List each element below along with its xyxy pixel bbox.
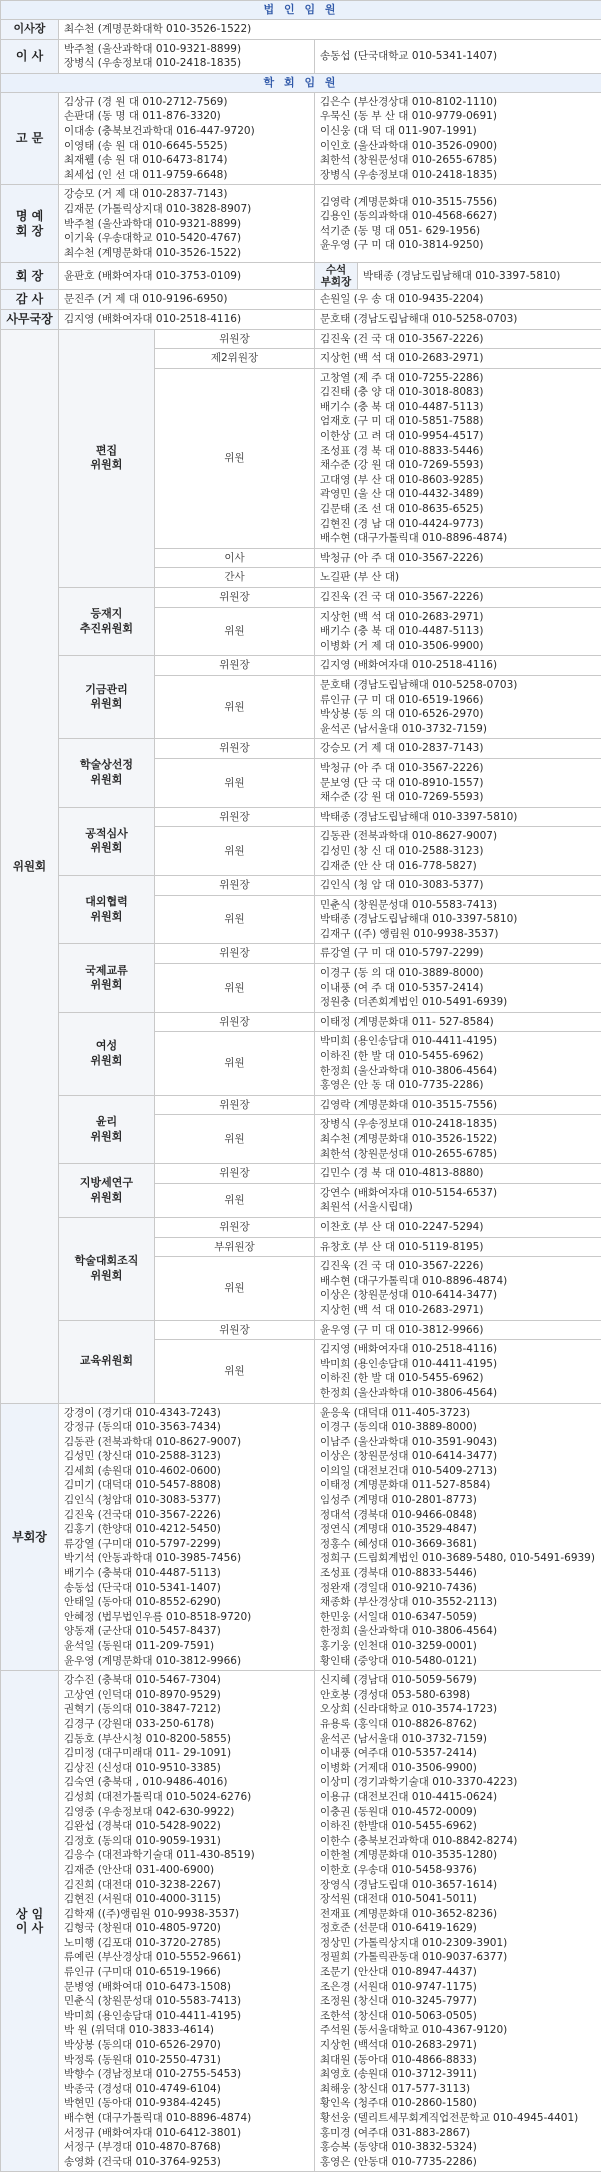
officer-entry: 김숙연 (충북대 , 010-9486-4016)	[64, 1776, 228, 1789]
officer-entry: 김영중 (우송정보대 042-630-9922)	[64, 1805, 235, 1818]
committee-position: 위원	[155, 1340, 315, 1403]
officer-entry: 최수천 (계명문화대학 010-3526-1522)	[64, 23, 252, 35]
advisors-right-names	[315, 92, 601, 185]
officer-entry: 정홍수 (혜성대 010-3669-3681)	[320, 1537, 477, 1550]
officer-entry: 석기준 (동 명 대 051- 629-1956)	[320, 224, 481, 237]
officer-entry: 이병화 (거제대 010-3506-9900)	[320, 1761, 477, 1774]
officer-entry: 고상연 (인덕대 010-8970-9529)	[64, 1688, 221, 1701]
auditors-left-names: 문진주 (거 제 대 010-9196-6950)	[59, 290, 315, 310]
officer-entry: 김진태 (충 양 대 010-3018-8083)	[320, 386, 484, 399]
officer-entry: 이태정 (계명문화대 011-527-8584)	[320, 1479, 491, 1492]
officer-entry: 문호태 (경남도립남해대 010-5258-0703)	[320, 678, 518, 691]
officer-entry: 이충권 (동원대 010-4572-0009)	[320, 1805, 477, 1818]
officer-entry: 이한철 (계명문화대 010-3535-1280)	[320, 1849, 498, 1862]
officer-entry: 엄재호 (구 미 대 010-5851-7588)	[320, 415, 484, 428]
officer-entry: 김홍기 (한양대 010-4212-5450)	[64, 1523, 221, 1536]
officer-entry: 박미희 (용인송담대 010-4411-4195)	[64, 2009, 242, 2022]
officer-entry: 김재준 (안산대 031-400-6900)	[64, 1863, 215, 1876]
officer-entry: 이경구 (동의대 010-3889-8000)	[320, 1421, 477, 1434]
officer-entry: 박상봉 (동의대 010-6526-2970)	[64, 2039, 221, 2052]
officer-entry: 김진욱 (건 국 대 010-3567-2226)	[320, 591, 484, 603]
president-name: 윤판호 (배화여자대 010-3753-0109)	[59, 263, 315, 290]
committee-members	[315, 329, 601, 349]
officer-entry: 채수준 (강 원 대 010-7269-5593)	[320, 791, 484, 804]
officer-entry: 이의일 (대전보건대 010-5409-2713)	[320, 1464, 498, 1477]
officer-entry: 이용규 (대전보건대 010-4415-0624)	[320, 1790, 498, 1803]
officer-entry: 홍영은 (안 동 대 010-7735-2286)	[320, 1079, 484, 1092]
committee-position: 위원	[155, 368, 315, 548]
officer-entry: 오상희 (신라대학교 010-3574-1723)	[320, 1703, 498, 1716]
officer-entry: 손판대 (동 명 대 011-876-3320)	[64, 110, 221, 123]
officer-entry: 지상헌 (백 석 대 010-2683-2971)	[320, 1303, 484, 1316]
committee-position: 제2위원장	[155, 349, 315, 369]
officer-entry: 김인식 (청 암 대 010-3083-5377)	[320, 879, 484, 892]
officer-entry: 정호준 (선문대 010-6419-1629)	[320, 1922, 477, 1935]
committee-position: 위원	[155, 1183, 315, 1217]
committee-name: 윤리 위원회	[59, 1095, 155, 1163]
officer-entry: 이찬호 (부 산 대 010-2247-5294)	[320, 1220, 484, 1233]
vice-presidents-right-names	[315, 1403, 601, 1671]
officer-entry: 류강열 (구 미 대 010-5797-2299)	[320, 947, 484, 960]
auditors-label: 감 사	[1, 290, 59, 310]
committee-members	[315, 895, 601, 944]
honorary-president-label: 명 예 회 장	[1, 185, 59, 263]
committee-members	[315, 876, 601, 896]
officer-entry: 박청규 (아 주 대 010-3567-2226)	[320, 551, 484, 564]
committee-name: 학술대회조직 위원회	[59, 1217, 155, 1320]
committee-members	[315, 588, 601, 608]
officer-entry: 조성표 (경북대 010-8833-5446)	[320, 1567, 477, 1580]
committee-name: 교육위원회	[59, 1320, 155, 1403]
officer-entry: 김문태 (조 선 대 010-8635-6525)	[320, 503, 484, 516]
officer-entry: 정대석 (경북대 010-9466-0848)	[320, 1508, 477, 1521]
officer-entry: 안호봉 (경성대 053-580-6398)	[320, 1688, 471, 1701]
officer-entry: 주석원 (동서울대학교 010-4367-9120)	[320, 2024, 508, 2037]
officer-entry: 박주철 (울산과학대 010-9321-8899)	[64, 42, 242, 55]
officer-entry: 채종화 (부산경상대 010-3552-2113)	[320, 1596, 498, 1609]
officer-entry: 조문기 (안산대 010-8947-4437)	[320, 1966, 477, 1979]
officer-entry: 이내풍 (여주대 010-5357-2414)	[320, 1747, 477, 1760]
officer-entry: 이경구 (동 의 대 010-3889-8000)	[320, 967, 484, 980]
officer-entry: 박미희 (용인송담대 010-4411-4195)	[320, 1357, 498, 1370]
committee-members	[315, 1012, 601, 1032]
officer-entry: 최대원 (동아대 010-4866-8833)	[320, 2053, 477, 2066]
officer-entry: 강승모 (거 제 대 010-2837-7143)	[64, 188, 228, 201]
officer-entry: 장석원 (대전대 010-5041-5011)	[320, 1893, 477, 1906]
committee-position: 위원	[155, 895, 315, 944]
committee-members	[315, 964, 601, 1013]
officer-entry: 김경구 (강원대 033-250-6178)	[64, 1717, 215, 1730]
officer-entry: 정연식 (계명대 010-3529-4847)	[320, 1523, 477, 1536]
officer-entry: 배수현 (대구가톨릭대 010-8896-4874)	[320, 532, 508, 545]
committee-members	[315, 349, 601, 369]
officer-entry: 박기석 (안동과학대 010-3985-7456)	[64, 1552, 242, 1565]
officer-entry: 정필희 (가톨릭관동대 010-9037-6377)	[320, 1951, 508, 1964]
officer-entry: 이상은 (창원문성대 010-6414-3477)	[320, 1450, 498, 1463]
officer-entry: 이남주 (울산과학대 010-3591-9043)	[320, 1435, 498, 1448]
officer-entry: 류예린 (부산경상대 010-5552-9661)	[64, 1951, 242, 1964]
officer-entry: 장영식 (경남도립대 010-3657-1614)	[320, 1878, 498, 1891]
officer-entry: 김진희 (대전대 010-3238-2267)	[64, 1878, 221, 1891]
officer-entry: 권혁기 (동의대 010-3847-7212)	[64, 1703, 221, 1716]
officer-entry: 최수천 (계명문화대 010-3526-1522)	[320, 1133, 498, 1145]
officer-entry: 이한수 (충북보건과학대 010-8842-8274)	[320, 1834, 518, 1847]
officer-entry: 한정희 (울산과학대 010-3806-4564)	[320, 1386, 498, 1399]
officer-entry: 배기수 (충 북 대 010-4487-5113)	[320, 400, 484, 413]
committee-position: 위원장	[155, 1217, 315, 1237]
committee-position: 위원	[155, 1032, 315, 1095]
committee-name: 여성 위원회	[59, 1012, 155, 1095]
officer-entry: 류인규 (구 미 대 010-6519-1966)	[320, 693, 484, 706]
officer-entry: 김완섭 (경북대 010-5428-9022)	[64, 1820, 221, 1833]
officer-entry: 조은경 (서원대 010-9747-1175)	[320, 1980, 477, 1993]
committee-position: 위원장	[155, 944, 315, 964]
committee-position: 위원장	[155, 1012, 315, 1032]
committee-members	[315, 1237, 601, 1257]
officer-entry: 이내풍 (여 주 대 010-5357-2414)	[320, 981, 484, 994]
officer-entry: 박종국 (경성대 010-4749-6104)	[64, 2082, 221, 2095]
officer-entry: 김영락 (계명문화대 010-3515-7556)	[320, 1098, 498, 1111]
officer-entry: 김성희 (대전가톨릭대 010-5024-6276)	[64, 1790, 252, 1803]
officer-entry: 최수천 (계명문화대 010-3526-1522)	[64, 246, 242, 259]
officer-entry: 유용록 (홍익대 010-8826-8762)	[320, 1717, 477, 1730]
officer-entry: 조정원 (창신대 010-3245-7977)	[320, 1995, 477, 2008]
committee-members	[315, 675, 601, 738]
advisors-left-names	[59, 92, 315, 185]
committee-members	[315, 548, 601, 568]
standing-directors-right-names	[315, 1671, 601, 2172]
officer-entry: 전재표 (계명문화대 010-3652-8236)	[320, 1907, 498, 1920]
chairman-names	[59, 20, 601, 40]
officer-entry: 장병식 (우송정보대 010-2418-1835)	[320, 1118, 498, 1131]
committee-members	[315, 1095, 601, 1115]
auditors-right-names: 손원일 (우 송 대 010-9435-2204)	[315, 290, 601, 310]
committee-position: 위원장	[155, 656, 315, 676]
committee-position: 위원	[155, 1257, 315, 1320]
officer-entry: 강승모 (거 제 대 010-2837-7143)	[320, 742, 484, 755]
committees-label: 위원회	[1, 329, 59, 1403]
officer-entry: 강정규 (동의대 010-3563-7434)	[64, 1421, 221, 1434]
officer-entry: 최한석 (창원문성대 010-2655-6785)	[320, 154, 498, 167]
committee-members	[315, 827, 601, 876]
officer-entry: 지상헌 (백 석 대 010-2683-2971)	[320, 610, 484, 623]
officer-entry: 고대영 (부 산 대 010-8603-9285)	[320, 473, 484, 486]
committee-position: 위원장	[155, 588, 315, 608]
officer-entry: 김재준 (안 산 대 016-778-5827)	[320, 859, 477, 872]
officer-entry: 강수진 (충북대 010-5467-7304)	[64, 1674, 221, 1687]
committee-name: 지방세연구 위원회	[59, 1164, 155, 1218]
officer-entry: 윤우영 (계명문화대 010-3812-9966)	[64, 1654, 242, 1667]
officer-entry: 김상규 (경 원 대 010-2712-7569)	[64, 95, 228, 108]
officer-entry: 김동관 (전북과학대 010-8627-9007)	[320, 830, 498, 843]
officer-entry: 윤석일 (동원대 011-209-7591)	[64, 1640, 215, 1652]
advisors-label: 고 문	[1, 92, 59, 185]
officer-entry: 윤석곤 (남서울대 010-3732-7159)	[320, 722, 487, 735]
directors-right-names	[315, 39, 601, 73]
honorary-president-right-names	[315, 185, 601, 263]
officer-entry: 한정희 (울산과학대 010-3806-4564)	[320, 1064, 498, 1077]
committee-members	[315, 656, 601, 676]
honorary-president-left-names	[59, 185, 315, 263]
officer-entry: 홍미경 (여주대 031-883-2867)	[320, 2126, 471, 2139]
officer-entry: 이대송 (충북보건과학대 016-447-9720)	[64, 124, 255, 137]
officer-entry: 윤우영 (구 미 대 010-3812-9966)	[320, 1323, 484, 1336]
officer-entry: 서정구 (부경대 010-4870-8768)	[64, 2141, 221, 2154]
officer-entry: 김진욱 (건 국 대 010-3567-2226)	[320, 332, 484, 345]
committee-position: 간사	[155, 568, 315, 588]
officer-entry: 김재구 ((주) 앵림원 010-9938-3537)	[320, 927, 499, 940]
officer-entry: 윤응욱 (대덕대 011-405-3723)	[320, 1406, 471, 1419]
secretary-general-label: 사무국장	[1, 309, 59, 329]
officer-entry: 이기육 (우송대학교 010-5420-4767)	[64, 232, 242, 245]
committee-name: 공적심사 위원회	[59, 807, 155, 875]
officer-entry: 노길판 (부 산 대)	[320, 571, 400, 584]
committee-members	[315, 1164, 601, 1184]
officer-entry: 김진욱 (건국대 010-3567-2226)	[64, 1508, 221, 1521]
officer-entry: 최원석 (서울시립대)	[320, 1201, 413, 1214]
committee-position: 위원장	[155, 739, 315, 759]
officer-entry: 김은수 (부산경상대 010-8102-1110)	[320, 95, 498, 108]
officer-entry: 이영태 (송 원 대 010-6645-5525)	[64, 139, 228, 152]
officer-entry: 김응수 (대전과학기술대 011-430-8519)	[64, 1849, 255, 1862]
officer-entry: 신지혜 (경남대 010-5059-5679)	[320, 1674, 477, 1687]
committee-members	[315, 1183, 601, 1217]
officer-entry: 배기수 (충북대 010-4487-5113)	[64, 1567, 221, 1580]
committee-name: 학술상선정 위원회	[59, 739, 155, 807]
officer-entry: 송동섭 (단국대학교 010-5341-1407)	[320, 49, 498, 62]
officer-entry: 김형국 (창원대 010-4805-9720)	[64, 1922, 221, 1935]
officer-entry: 안태일 (동아대 010-8552-6290)	[64, 1596, 221, 1609]
officer-entry: 민춘식 (창원문성대 010-5583-7413)	[64, 1995, 242, 2008]
officer-entry: 김지영 (배화여자대 010-2518-4116)	[320, 659, 498, 672]
officer-entry: 김미기 (대덕대 010-5457-8808)	[64, 1479, 221, 1492]
officer-entry: 박미희 (용인송담대 010-4411-4195)	[320, 1035, 498, 1048]
officer-entry: 지상헌 (백석대 010-2683-2971)	[320, 2039, 477, 2052]
committee-position: 위원	[155, 964, 315, 1013]
senior-vice-label: 수석 부회장	[315, 263, 358, 290]
officer-entry: 김진욱 (건 국 대 010-3567-2226)	[320, 1260, 484, 1273]
committee-name: 기금관리 위원회	[59, 656, 155, 739]
committee-members	[315, 368, 601, 548]
committee-position: 위원장	[155, 807, 315, 827]
officer-entry: 김성민 (창신대 010-2588-3123)	[64, 1450, 221, 1463]
officer-entry: 이상미 (경기과학기술대 010-3370-4223)	[320, 1776, 518, 1789]
officer-entry: 조성표 (경 북 대 010-8833-5446)	[320, 444, 484, 457]
officer-entry: 장병식 (우송정보대 010-2418-1835)	[64, 57, 242, 70]
officer-entry: 김지영 (배화여자대 010-2518-4116)	[320, 1343, 498, 1356]
committee-position: 위원	[155, 1115, 315, 1164]
officer-entry: 김인식 (청암대 010-3083-5377)	[64, 1494, 221, 1507]
officer-entry: 이하진 (한 발 대 010-5455-6962)	[320, 1372, 484, 1385]
vice-presidents-label: 부회장	[1, 1403, 59, 1671]
officer-entry: 윤석곤 (남서울대 010-3732-7159)	[320, 1732, 487, 1745]
committee-position: 위원장	[155, 329, 315, 349]
officer-entry: 이한호 (우송대 010-5458-9376)	[320, 1863, 477, 1876]
committee-position: 위원	[155, 675, 315, 738]
officer-entry: 이하진 (한 발 대 010-5455-6962)	[320, 1050, 484, 1063]
officer-entry: 김동호 (부산시청 010-8200-5855)	[64, 1732, 231, 1745]
officer-entry: 송동섭 (단국대 010-5341-1407)	[64, 1581, 221, 1594]
officer-entry: 김민수 (경 북 대 010-4813-8880)	[320, 1167, 484, 1180]
officer-entry: 박청규 (아 주 대 010-3567-2226)	[320, 761, 484, 774]
officer-entry: 정상민 (가톨릭상지대 010-2309-3901)	[320, 1936, 508, 1949]
officer-entry: 류강열 (구미대 010-5797-2299)	[64, 1537, 221, 1550]
officer-entry: 홍승복 (동양대 010-3832-5324)	[320, 2141, 477, 2154]
officer-entry: 김정호 (동의대 010-9059-1931)	[64, 1834, 221, 1847]
officer-entry: 한정희 (울산과학대 010-3806-4564)	[320, 1625, 498, 1638]
officer-entry: 김상진 (신성대 010-9510-3385)	[64, 1761, 221, 1774]
committee-position: 이사	[155, 548, 315, 568]
committee-name: 국제교류 위원회	[59, 944, 155, 1012]
committee-position: 위원장	[155, 876, 315, 896]
officer-entry: 문보영 (단 국 대 010-8910-1557)	[320, 776, 484, 789]
officer-entry: 박태종 (경남도립남해대 010-3397-5810)	[320, 913, 518, 926]
officer-entry: 이상은 (창원문성대 010-6414-3477)	[320, 1289, 498, 1302]
officer-entry: 김성민 (창 신 대 010-2588-3123)	[320, 844, 484, 857]
officer-entry: 이하진 (한발대 010-5455-6962)	[320, 1820, 477, 1833]
vice-presidents-left-names	[59, 1403, 315, 1671]
committee-position: 부위원장	[155, 1237, 315, 1257]
senior-vice-name: 박태종 (경남도립남해대 010-3397-5810)	[358, 263, 601, 290]
committee-members	[315, 1257, 601, 1320]
officer-entry: 최재웰 (송 원 대 010-6473-8174)	[64, 154, 228, 167]
officer-entry: 최한석 (창원문성대 010-2655-6785)	[320, 1147, 498, 1160]
officer-entry: 정원충 (더존회계법인 010-5491-6939)	[320, 996, 508, 1009]
officer-entry: 황인옥 (청주대 010-2860-1580)	[320, 2097, 477, 2110]
committee-position: 위원장	[155, 1320, 315, 1340]
officer-entry: 강연수 (배화여자대 010-5154-6537)	[320, 1186, 498, 1199]
standing-directors-left-names	[59, 1671, 315, 2172]
officer-entry: 조한석 (창신대 010-5063-0505)	[320, 2009, 477, 2022]
officer-entry: 김현진 (서원대 010-4000-3115)	[64, 1893, 221, 1906]
officer-entry: 채수준 (강 원 대 010-7269-5593)	[320, 459, 484, 472]
secretary-general-right-names: 문호태 (경남도립남해대 010-5258-0703)	[315, 309, 601, 329]
officer-entry: 곽영민 (울 산 대 010-4432-3489)	[320, 488, 484, 501]
officer-entry: 김현진 (경 남 대 010-4424-9773)	[320, 517, 484, 530]
officer-entry: 임성주 (계명대 010-2801-8773)	[320, 1494, 477, 1507]
officer-entry: 안혜정 (법무법인우름 010-8518-9720)	[64, 1610, 252, 1623]
officer-entry: 정완재 (경일대 010-9210-7436)	[320, 1581, 477, 1594]
officer-entry: 김용인 (동의과학대 010-4568-6627)	[320, 210, 498, 223]
directors-left-names	[59, 39, 315, 73]
officer-entry: 황인태 (중앙대 010-5480-0121)	[320, 1654, 477, 1667]
officer-entry: 최해웅 (창신대 017-577-3113)	[320, 2082, 471, 2095]
officer-entry: 류인규 (구미대 010-6519-1966)	[64, 1966, 221, 1979]
officer-entry: 이병화 (거 제 대 010-3506-9900)	[320, 639, 484, 652]
secretary-general-left-names: 김지영 (배화여자대 010-2518-4116)	[59, 309, 315, 329]
directors-label: 이 사	[1, 39, 59, 73]
standing-directors-label: 상 임 이 사	[1, 1671, 59, 2172]
committee-members	[315, 1032, 601, 1095]
officer-entry: 박태종 (경남도립남해대 010-3397-5810)	[320, 810, 518, 823]
committee-members	[315, 1320, 601, 1340]
chairman-label: 이사장	[1, 20, 59, 40]
committee-members	[315, 1115, 601, 1164]
officer-entry: 배수현 (대구가톨릭대 010-8896-4874)	[64, 2112, 252, 2124]
officer-entry: 양동재 (군산대 010-5457-8437)	[64, 1625, 221, 1638]
committee-members	[315, 568, 601, 588]
officer-entry: 이신웅 (대 덕 대 011-907-1991)	[320, 124, 477, 137]
officer-entry: 정희구 (드림회계법인 010-3689-5480, 010-5491-6939)	[320, 1552, 595, 1565]
officer-entry: 고창열 (제 주 대 010-7255-2286)	[320, 371, 484, 384]
officer-entry: 최영호 (송원대 010-3712-3911)	[320, 2068, 477, 2081]
officer-entry: 박현민 (동아대 010-9384-4245)	[64, 2097, 221, 2110]
officer-entry: 배기수 (충 북 대 010-4487-5113)	[320, 625, 484, 638]
section-title: 학 회 임 원	[1, 73, 601, 92]
officer-entry: 서정규 (배화여자대 010-6412-3801)	[64, 2126, 242, 2139]
committee-position: 위원장	[155, 1095, 315, 1115]
officer-entry: 노미행 (김포대 010-3720-2785)	[64, 1936, 221, 1949]
officer-entry: 김미정 (대구미래대 011- 29-1091)	[64, 1747, 232, 1760]
committee-members	[315, 607, 601, 656]
officer-entry: 문병영 (배화여대 010-6473-1508)	[64, 1980, 231, 1993]
president-label: 회 장	[1, 263, 59, 290]
officer-entry: 최세섭 (인 선 대 011-9759-6648)	[64, 168, 228, 181]
officer-entry: 박상봉 (동 의 대 010-6526-2970)	[320, 708, 484, 721]
officer-entry: 김동관 (전북과학대 010-8627-9007)	[64, 1435, 242, 1448]
officer-entry: 김영락 (계명문화대 010-3515-7556)	[320, 195, 498, 208]
officer-entry: 홍기웅 (인천대 010-3259-0001)	[320, 1640, 477, 1652]
officer-entry: 우묵신 (동 부 산 대 010-9779-0691)	[320, 110, 497, 123]
committee-position: 위원	[155, 827, 315, 876]
committee-members	[315, 758, 601, 807]
officer-entry: 박향수 (경남정보대 010-2755-5453)	[64, 2068, 242, 2081]
officer-entry: 김세희 (송원대 010-4602-0600)	[64, 1464, 221, 1477]
committee-members	[315, 807, 601, 827]
officer-entry: 윤우영 (구 미 대 010-3814-9250)	[320, 239, 484, 252]
officer-entry: 민춘식 (창원문성대 010-5583-7413)	[320, 898, 498, 911]
officer-entry: 송영화 (건국대 010-3764-9253)	[64, 2155, 221, 2168]
committee-members	[315, 1340, 601, 1403]
officer-entry: 박정록 (동원대 010-2550-4731)	[64, 2053, 221, 2066]
committee-members	[315, 739, 601, 759]
committee-name: 등재지 추진위원회	[59, 588, 155, 656]
committee-position: 위원	[155, 607, 315, 656]
committee-name: 편집 위원회	[59, 329, 155, 588]
officer-entry: 이인호 (울산과학대 010-3526-0900)	[320, 139, 498, 152]
committee-members	[315, 1217, 601, 1237]
committee-position: 위원장	[155, 1164, 315, 1184]
officer-entry: 한민웅 (서일대 010-6347-5059)	[320, 1610, 477, 1623]
officer-entry: 지상헌 (백 석 대 010-2683-2971)	[320, 352, 484, 365]
officer-entry: 박 원 (위덕대 010-3833-4614)	[64, 2024, 214, 2037]
officer-entry: 강경이 (경기대 010-4343-7243)	[64, 1406, 221, 1419]
committee-members	[315, 944, 601, 964]
officer-entry: 이태정 (계명문화대 011- 527-8584)	[320, 1015, 494, 1028]
officer-entry: 이한상 (고 려 대 010-9954-4517)	[320, 430, 484, 443]
officer-entry: 유창호 (부 산 대 010-5119-8195)	[320, 1240, 484, 1253]
officer-entry: 김재문 (가톨릭상지대 010-3828-8907)	[64, 202, 252, 215]
officer-entry: 장병식 (우송정보대 010-2418-1835)	[320, 168, 498, 181]
section-title: 법 인 임 원	[1, 1, 601, 20]
officer-entry: 김학재 ((주)앵림원 010-9938-3537)	[64, 1907, 240, 1920]
officer-entry: 홍영은 (안동대 010-7735-2286)	[320, 2155, 477, 2168]
committee-name: 대외협력 위원회	[59, 876, 155, 944]
officer-entry: 박주철 (울산과학대 010-9321-8899)	[64, 217, 242, 230]
officer-entry: 황선웅 (델리트세무회계직업전문학교 010-4945-4401)	[320, 2112, 579, 2124]
committee-position: 위원	[155, 758, 315, 807]
officer-entry: 배수현 (대구가톨릭대 010-8896-4874)	[320, 1274, 508, 1287]
